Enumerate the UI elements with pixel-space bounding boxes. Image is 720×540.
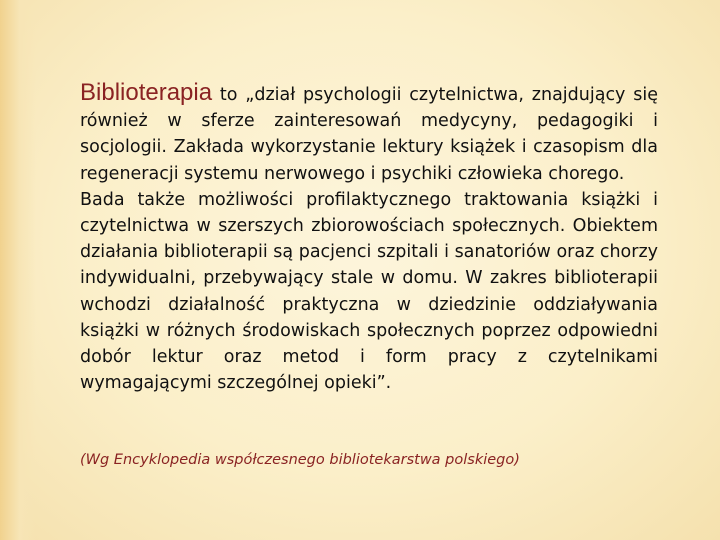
- definition-text-2: Bada także możliwości profilaktycznego traktowania książki i czytelnictwa w szerszych zbiorowościach społecznych. Obiektem działania biblioterapii są pacjenci szpitali i sanatoriów oraz chorzy indywidualni, przebywający stale w domu. W zakres biblioterapii wchodzi działalność praktyczna w dziedzinie oddziaływania książki w różnych środowiskach społecznych poprzez odpowiedni dobór lektur oraz metod i form pracy z czytelnikami wymagającymi szczególnej opieki”.: [80, 189, 658, 394]
- definition-paragraph-1: [80, 80, 658, 187]
- source-citation: (Wg Encyklopedia współczesnego bibliotekarstwa polskiego): [80, 452, 520, 468]
- definition-paragraph-2: [80, 187, 658, 397]
- term-heading: Biblioterapia: [80, 79, 213, 106]
- definition-text-1: to „dział psychologii czytelnictwa, znajdujący się również w sferze zainteresowań medycyny, pedagogiki i socjologii. Zakłada wykorzystanie lektury książek i czasopism dla regeneracji systemu nerwowego i psychiki człowieka chorego.: [80, 85, 658, 184]
- definition-text-block: [80, 80, 658, 396]
- decorative-left-bar: [0, 0, 36, 540]
